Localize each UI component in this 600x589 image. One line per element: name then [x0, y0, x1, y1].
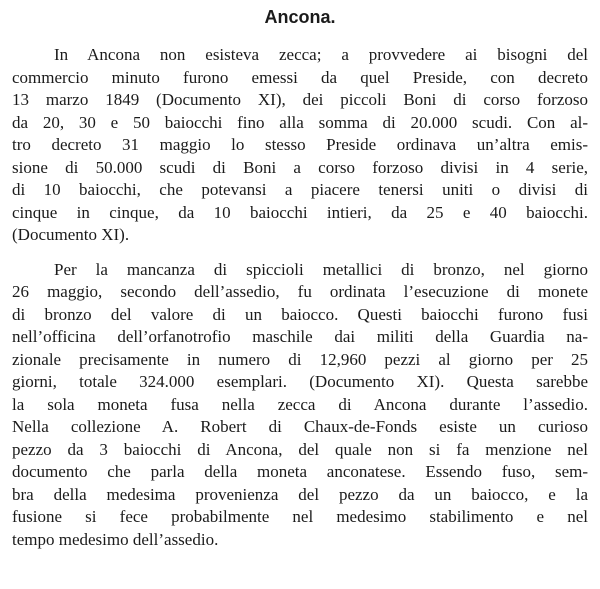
- text-line: In Ancona non esisteva zecca; a provvedere ai bisogni del: [54, 45, 588, 64]
- text-line: commercio minuto furono emessi da quel Preside, con decreto: [12, 67, 588, 87]
- text-line: bra della medesima provenienza del pezzo da un baiocco, e la: [12, 484, 588, 504]
- text-line: nell’officina dell’orfanotrofio maschile dai militi della Guardia na-: [12, 327, 588, 346]
- text-line: da 20, 30 e 50 baiocchi fino alla somma di 20.000 scudi. Con al-: [12, 112, 588, 132]
- section-title: Ancona.: [264, 7, 336, 27]
- text-line: giorni, totale 324.000 esemplari. (Documento XI). Questa sarebbe: [12, 372, 588, 391]
- text-line: (Documento XI).: [12, 225, 130, 244]
- text-line: fusione si fece probabilmente nel medesimo stabilimento e nel: [12, 507, 588, 526]
- text-line: 26 maggio, secondo dell’assedio, fu ordinata l’esecuzione di monete: [12, 282, 588, 301]
- text-line: pezzo da 3 baiocchi di Ancona, del quale non si fa menzione nel: [12, 439, 588, 459]
- text-line: cinque in cinque, da 10 baiocchi intieri, da 25 e 40 baiocchi.: [12, 202, 588, 222]
- text-line: sione di 50.000 scudi di Boni a corso forzoso divisi in 4 serie,: [12, 157, 588, 177]
- text-line: tro decreto 31 maggio lo stesso Preside ordinava un’altra emis-: [12, 135, 588, 154]
- text-line: Nella collezione A. Robert di Chaux-de-Fonds esiste un curioso: [12, 417, 588, 436]
- text-line: 13 marzo 1849 (Documento XI), dei piccoli Boni di corso forzoso: [12, 90, 588, 109]
- text-line: tempo medesimo dell’assedio.: [12, 529, 219, 549]
- text-line: zionale precisamente in numero di 12,960 pezzi al giorno per 25: [12, 349, 588, 369]
- text-line: la sola moneta fusa nella zecca di Ancona durante l’assedio.: [12, 394, 588, 414]
- text-line: documento che parla della moneta anconatese. Essendo fuso, sem-: [12, 462, 588, 481]
- paragraph-1: [12, 44, 588, 247]
- text-line: di 10 baiocchi, che potevansi a piacere tenersi uniti o divisi di: [12, 180, 588, 199]
- text-line: Per la mancanza di spiccioli metallici di bronzo, nel giorno: [54, 259, 588, 279]
- paragraph-2: [12, 259, 588, 552]
- text-line: di bronzo del valore di un baiocco. Questi baiocchi furono fusi: [12, 304, 588, 324]
